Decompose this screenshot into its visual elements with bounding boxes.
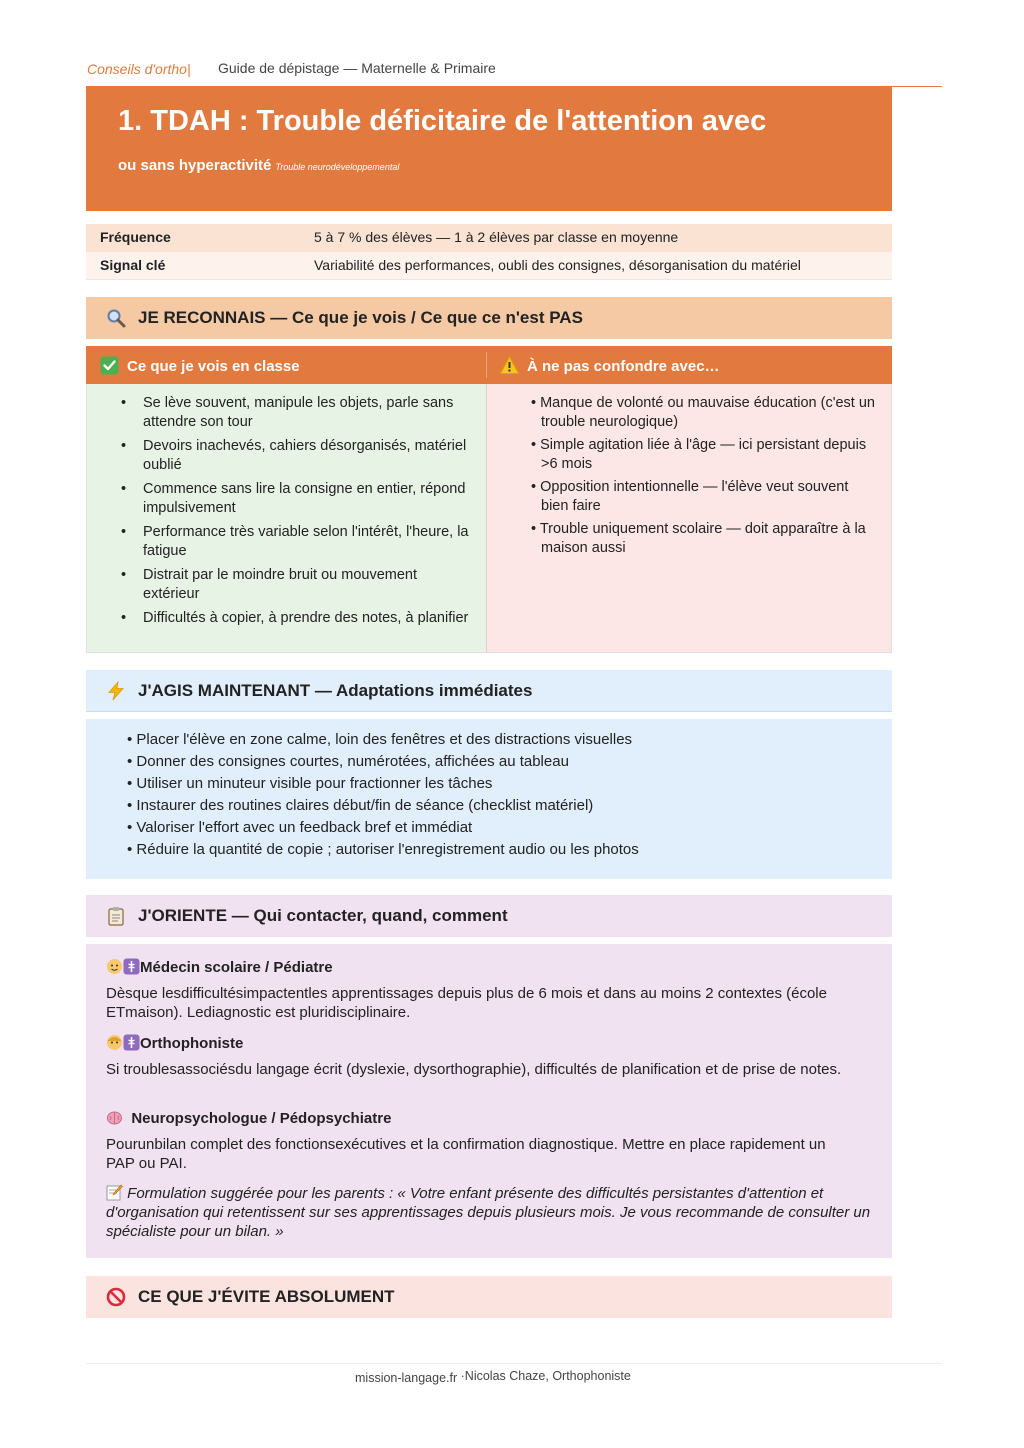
section-title: CE QUE J'ÉVITE ABSOLUMENT — [138, 1287, 395, 1306]
page-subtitle — [118, 157, 399, 174]
contact-title-orthophoniste — [106, 1034, 243, 1052]
comparison-header — [86, 346, 892, 384]
column-confondre — [486, 384, 892, 653]
magnifier-icon — [106, 308, 126, 328]
section-header-agis — [86, 670, 892, 712]
column-title-text: À ne pas confondre avec… — [527, 358, 720, 375]
footer-author: ·Nicolas Chaze, Orthophoniste — [460, 1369, 631, 1383]
signs-list — [121, 394, 471, 633]
title-banner — [86, 87, 892, 211]
contact-title-medecin — [106, 958, 333, 976]
confusions-list — [519, 394, 879, 562]
section-header-oriente — [86, 895, 892, 937]
footer-site: mission-langage.fr — [355, 1371, 458, 1385]
list-item: • Manque de volonté ou mauvaise éducation (c'est un trouble neurologique) — [531, 395, 875, 430]
info-key: Signal clé — [100, 257, 166, 273]
contact-title-text: Neuropsychologue / Pédopsychiatre — [131, 1110, 392, 1127]
column-divider — [486, 352, 487, 378]
list-item: • Opposition intentionnelle — l'élève veut souvent bien faire — [531, 479, 849, 514]
check-box-icon — [100, 356, 119, 375]
footer-divider — [86, 1363, 942, 1364]
list-item: • Simple agitation liée à l'âge — ici persistant depuis >6 mois — [531, 437, 867, 472]
medical-symbol-icon — [123, 958, 140, 975]
contact-title-neuropsy — [106, 1109, 391, 1127]
actions-list — [127, 729, 639, 861]
page-footer — [355, 1369, 631, 1383]
contact-description: Dèsque lesdifficultésimpactentles apprentissages depuis plus de 6 mois et dans au moins 2 contextes (école ETmaison). Lediagnostic est pluridisciplinaire. — [106, 985, 827, 1021]
memo-icon — [106, 1184, 123, 1201]
info-value: Variabilité des performances, oubli des consignes, désorganisation du matériel — [314, 257, 801, 273]
column-vois — [86, 384, 486, 653]
section-header-evite — [86, 1276, 892, 1318]
section-title: JE RECONNAIS — Ce que je vois / Ce que ce n'est PAS — [138, 308, 583, 327]
list-item: • Donner des consignes courtes, numérotées, affichées au tableau — [127, 753, 569, 770]
list-item: • Trouble uniquement scolaire — doit apparaître à la maison aussi — [531, 521, 866, 556]
contact-title-text: Médecin scolaire / Pédiatre — [140, 959, 333, 976]
list-item: • Difficultés à copier, à prendre des notes, à planifier — [121, 609, 471, 628]
column-title-text: Ce que je vois en classe — [127, 358, 300, 375]
subtitle-text: ou sans hyperactivité — [118, 157, 272, 174]
brand-label: Conseils d'ortho| — [87, 61, 191, 77]
lightning-icon — [106, 681, 126, 701]
info-value: 5 à 7 % des élèves — 1 à 2 élèves par classe en moyenne — [314, 229, 679, 245]
medical-symbol-icon — [123, 1034, 140, 1051]
list-item: • Distrait par le moindre bruit ou mouvement extérieur — [121, 566, 471, 604]
section-title: J'AGIS MAINTENANT — Adaptations immédiates — [138, 681, 533, 700]
info-key: Fréquence — [100, 229, 171, 245]
category-tag: Trouble neurodéveloppemental — [275, 162, 400, 172]
list-item: • Réduire la quantité de copie ; autoriser l'enregistrement audio ou les photos — [127, 841, 639, 858]
list-item: • Performance très variable selon l'intérêt, l'heure, la fatigue — [121, 523, 471, 561]
list-item: • Valoriser l'effort avec un feedback bref et immédiat — [127, 819, 473, 836]
list-item: • Instaurer des routines claires début/fin de séance (checklist matériel) — [127, 797, 594, 814]
section-title: J'ORIENTE — Qui contacter, quand, comment — [138, 906, 508, 925]
doctor-icon — [106, 958, 123, 975]
contact-description: Si troublesassociésdu langage écrit (dyslexie, dysorthographie), difficultés de planification et de prise de notes. — [106, 1061, 842, 1078]
list-item: • Se lève souvent, manipule les objets, parle sans attendre son tour — [121, 394, 471, 432]
brain-icon — [106, 1109, 123, 1126]
contact-description: Pourunbilan complet des fonctionsexécutives et la confirmation diagnostique. Mettre en place rapidement un PAP ou PAI. — [106, 1136, 826, 1172]
list-item: • Devoirs inachevés, cahiers désorganisés, matériel oublié — [121, 437, 471, 475]
actions-panel — [86, 719, 892, 879]
list-item: • Placer l'élève en zone calme, loin des fenêtres et des distractions visuelles — [127, 731, 633, 748]
list-item: • Utiliser un minuteur visible pour fractionner les tâches — [127, 775, 493, 792]
parent-phrasing-text: Formulation suggérée pour les parents : « Votre enfant présente des difficultés persistantes d'attention et d'organisation qui retentissent sur ses apprentissages depuis plusieurs mois. Je vous recommande de consulter un spécialiste pour un bilan. » — [106, 1185, 871, 1240]
health-worker-icon — [106, 1034, 123, 1051]
contacts-panel — [86, 944, 892, 1258]
prohibited-icon — [106, 1287, 126, 1307]
parent-phrasing — [106, 1184, 876, 1241]
info-row-frequency — [86, 224, 892, 252]
contact-title-text: Orthophoniste — [140, 1035, 244, 1052]
warning-icon — [500, 356, 519, 375]
column-title-vois — [100, 356, 300, 375]
clipboard-icon — [106, 906, 126, 926]
page-header — [86, 58, 942, 87]
column-title-confondre — [500, 356, 720, 375]
section-header-reconnais — [86, 297, 892, 339]
page-title: 1. TDAH : Trouble déficitaire de l'attention avec — [118, 105, 767, 137]
list-item: • Commence sans lire la consigne en entier, répond impulsivement — [121, 480, 471, 518]
guide-title: Guide de dépistage — Maternelle & Primaire — [218, 60, 496, 76]
info-row-signal — [86, 252, 892, 280]
